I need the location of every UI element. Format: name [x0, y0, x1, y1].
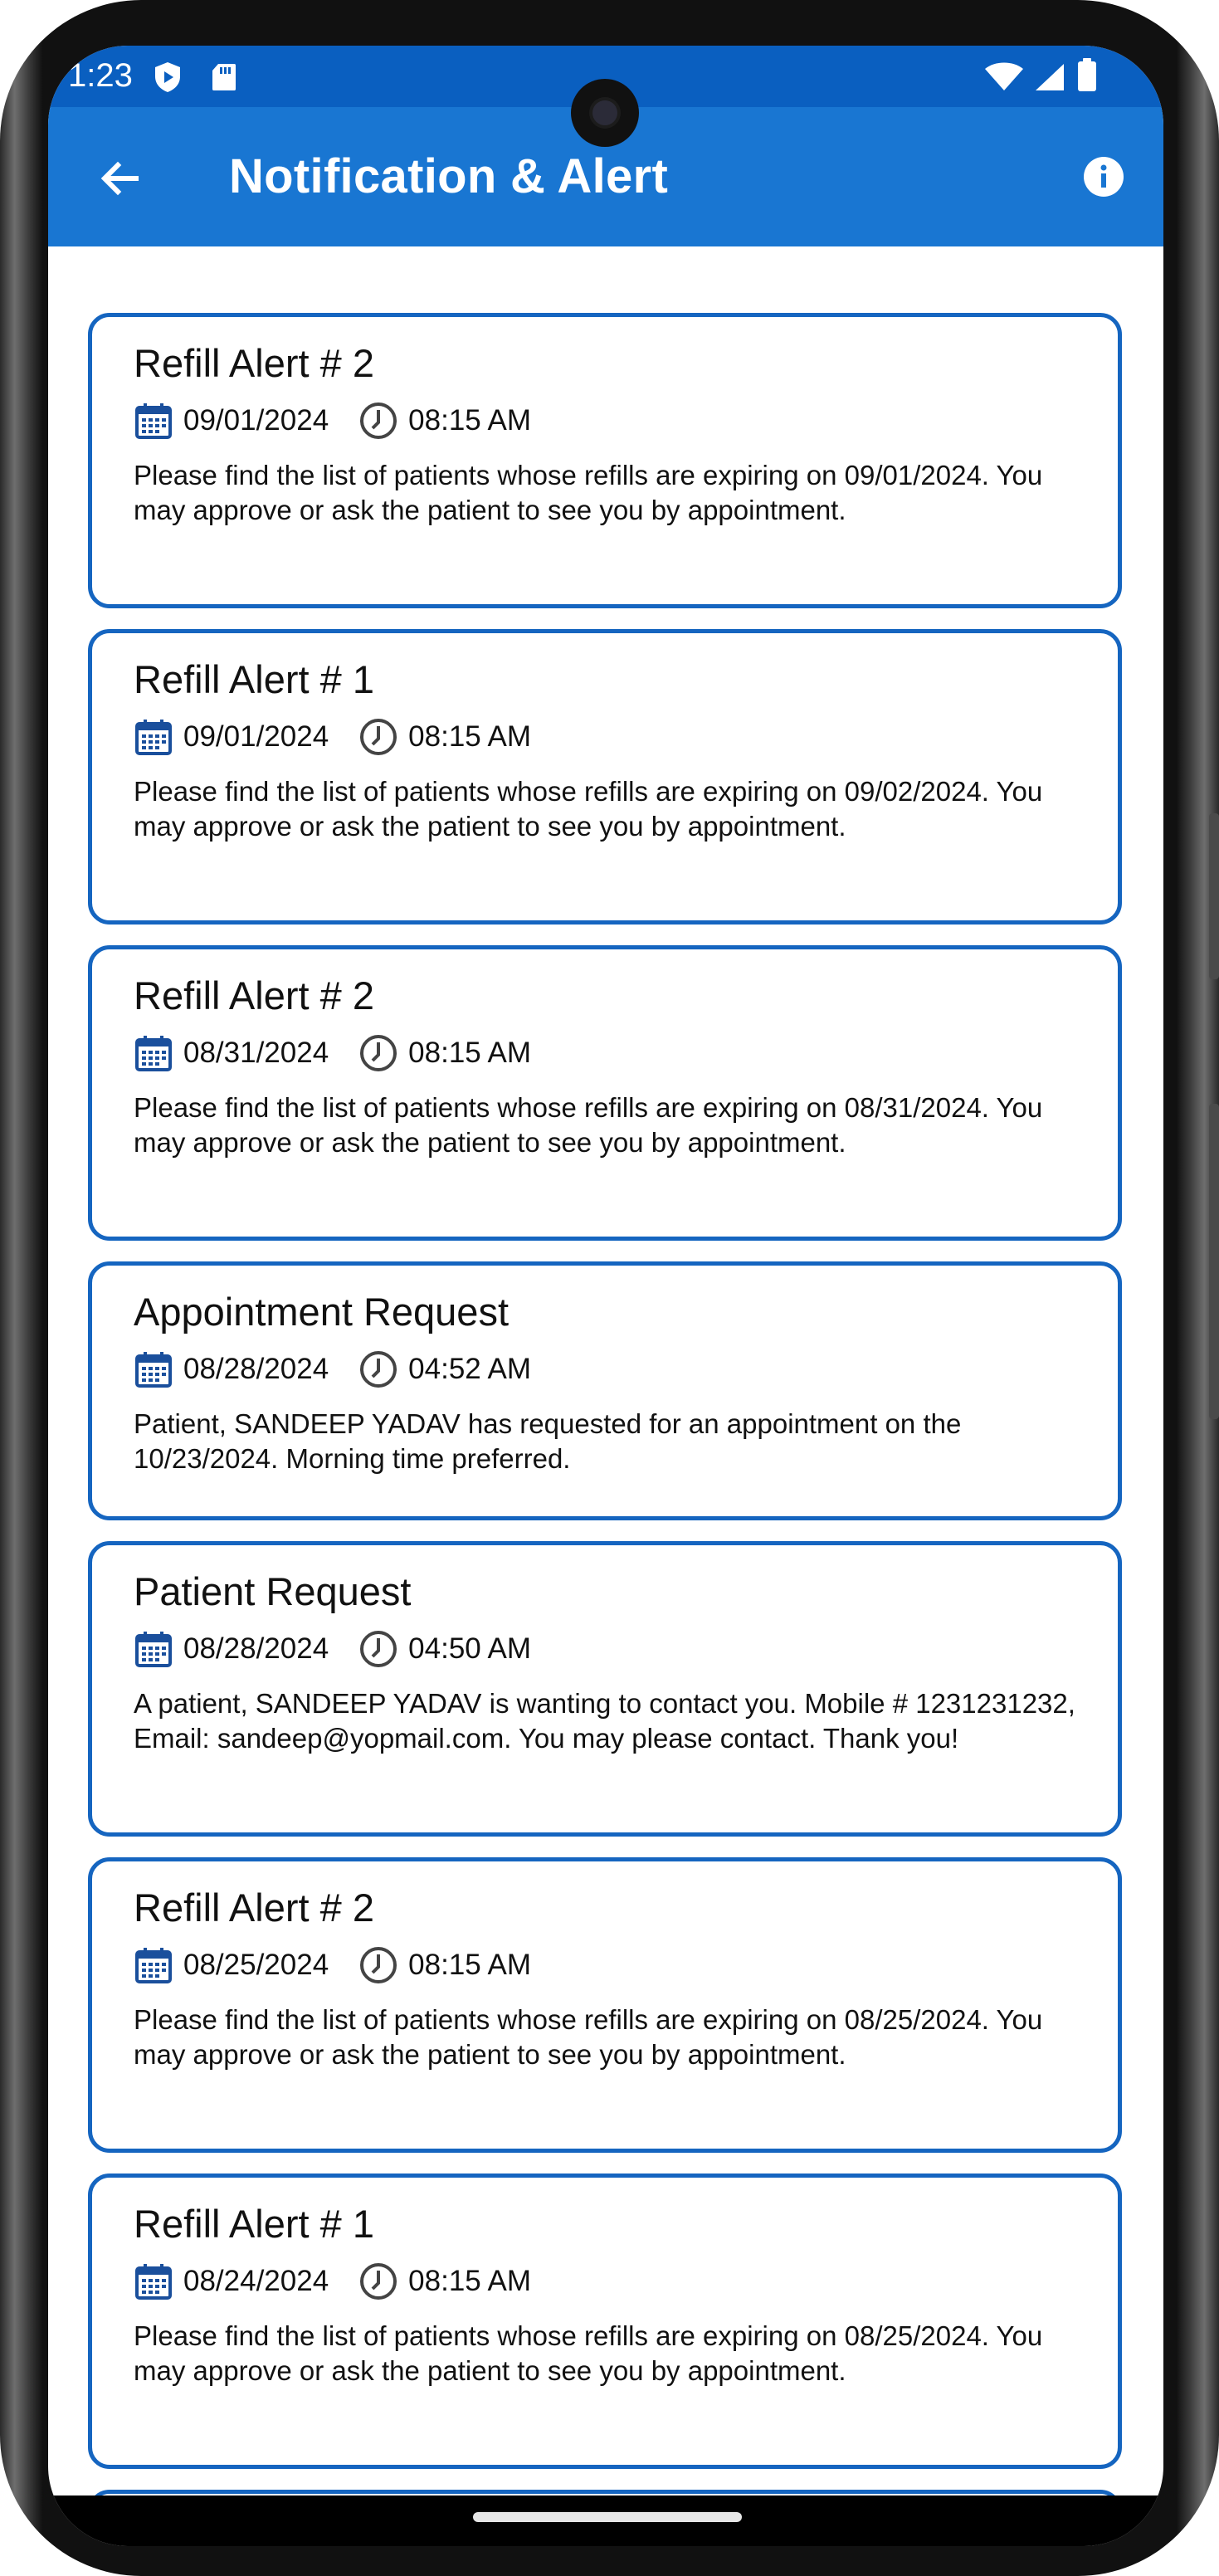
notification-meta	[134, 1349, 531, 1390]
clock-icon	[358, 1945, 398, 1985]
calendar-icon	[134, 2261, 173, 2301]
notification-date: 08/31/2024	[183, 1037, 329, 1069]
notification-body: A patient, SANDEEP YADAV is wanting to contact you. Mobile # 1231231232, Email: sandeep@yopmail.com. You may please contact. Thank you!	[134, 1688, 1075, 1754]
notification-body: Please find the list of patients whose refills are expiring on 09/02/2024. You may approve or ask the patient to see you by appointment.	[134, 776, 1043, 842]
page-title: Notification & Alert	[229, 149, 669, 203]
notification-meta	[134, 716, 531, 758]
clock-icon	[358, 401, 398, 441]
notification-meta	[134, 1032, 531, 1074]
notification-time: 04:50 AM	[408, 1632, 532, 1665]
power-button	[1209, 1104, 1219, 1419]
wifi-icon	[984, 62, 1024, 92]
home-handle[interactable]	[473, 2512, 742, 2522]
clock-icon	[358, 1033, 398, 1073]
clock-icon	[358, 1349, 398, 1389]
notification-date: 08/28/2024	[183, 1632, 329, 1665]
notification-date: 08/28/2024	[183, 1353, 329, 1385]
status-time: 1:23	[68, 57, 133, 94]
calendar-icon	[134, 1033, 173, 1073]
notification-card[interactable]	[88, 945, 1122, 1241]
calendar-icon	[134, 401, 173, 441]
notification-body: Please find the list of patients whose refills are expiring on 08/25/2024. You may approve or ask the patient to see you by appointment.	[134, 2320, 1043, 2386]
notification-date: 09/01/2024	[183, 404, 329, 437]
notification-title: Refill Alert # 1	[134, 657, 374, 701]
notification-card-partial[interactable]	[88, 2490, 1122, 2496]
notification-body: Please find the list of patients whose refills are expiring on 09/01/2024. You may approve or ask the patient to see you by appointment.	[134, 460, 1043, 525]
notification-time: 08:15 AM	[408, 2265, 532, 2297]
notification-date: 08/24/2024	[183, 2265, 329, 2297]
notification-title: Refill Alert # 2	[134, 973, 374, 1017]
battery-icon	[1077, 57, 1097, 92]
notification-card[interactable]	[88, 629, 1122, 925]
arrow-back-icon[interactable]	[93, 152, 146, 205]
volume-button	[1209, 813, 1219, 979]
notification-title: Refill Alert # 1	[134, 2202, 374, 2246]
notification-card[interactable]	[88, 313, 1122, 608]
notification-title: Refill Alert # 2	[134, 341, 374, 385]
notification-card[interactable]	[88, 1541, 1122, 1837]
notification-date: 08/25/2024	[183, 1949, 329, 1981]
notification-body: Patient, SANDEEP YADAV has requested for an appointment on the 10/23/2024. Morning time preferred.	[134, 1408, 962, 1474]
info-icon[interactable]	[1082, 155, 1125, 198]
notification-date: 09/01/2024	[183, 720, 329, 753]
notification-card[interactable]	[88, 1261, 1122, 1520]
notification-card[interactable]	[88, 2174, 1122, 2469]
notification-body: Please find the list of patients whose refills are expiring on 08/25/2024. You may approve or ask the patient to see you by appointment.	[134, 2004, 1043, 2070]
clock-icon	[358, 1629, 398, 1669]
notification-card[interactable]	[88, 1857, 1122, 2153]
screen	[48, 46, 1163, 2546]
notification-meta	[134, 400, 531, 442]
notification-time: 08:15 AM	[408, 1037, 532, 1069]
notification-time: 08:15 AM	[408, 404, 532, 437]
sd-card-icon	[211, 62, 237, 92]
calendar-icon	[134, 1629, 173, 1669]
signal-icon	[1034, 62, 1065, 92]
notification-meta	[134, 1944, 531, 1986]
calendar-icon	[134, 717, 173, 757]
shield-play-icon	[153, 61, 183, 94]
clock-icon	[358, 2261, 398, 2301]
calendar-icon	[134, 1349, 173, 1389]
notification-meta	[134, 2261, 531, 2302]
notification-meta	[134, 1628, 531, 1670]
notification-time: 08:15 AM	[408, 720, 532, 753]
notification-title: Appointment Request	[134, 1290, 510, 1334]
front-camera	[571, 79, 639, 147]
clock-icon	[358, 717, 398, 757]
notification-list[interactable]	[48, 246, 1163, 2496]
gesture-nav-bar	[48, 2496, 1163, 2546]
notification-time: 04:52 AM	[408, 1353, 532, 1385]
calendar-icon	[134, 1945, 173, 1985]
notification-title: Patient Request	[134, 1569, 412, 1613]
notification-body: Please find the list of patients whose refills are expiring on 08/31/2024. You may approve or ask the patient to see you by appointment.	[134, 1092, 1043, 1158]
notification-time: 08:15 AM	[408, 1949, 532, 1981]
notification-title: Refill Alert # 2	[134, 1886, 374, 1930]
